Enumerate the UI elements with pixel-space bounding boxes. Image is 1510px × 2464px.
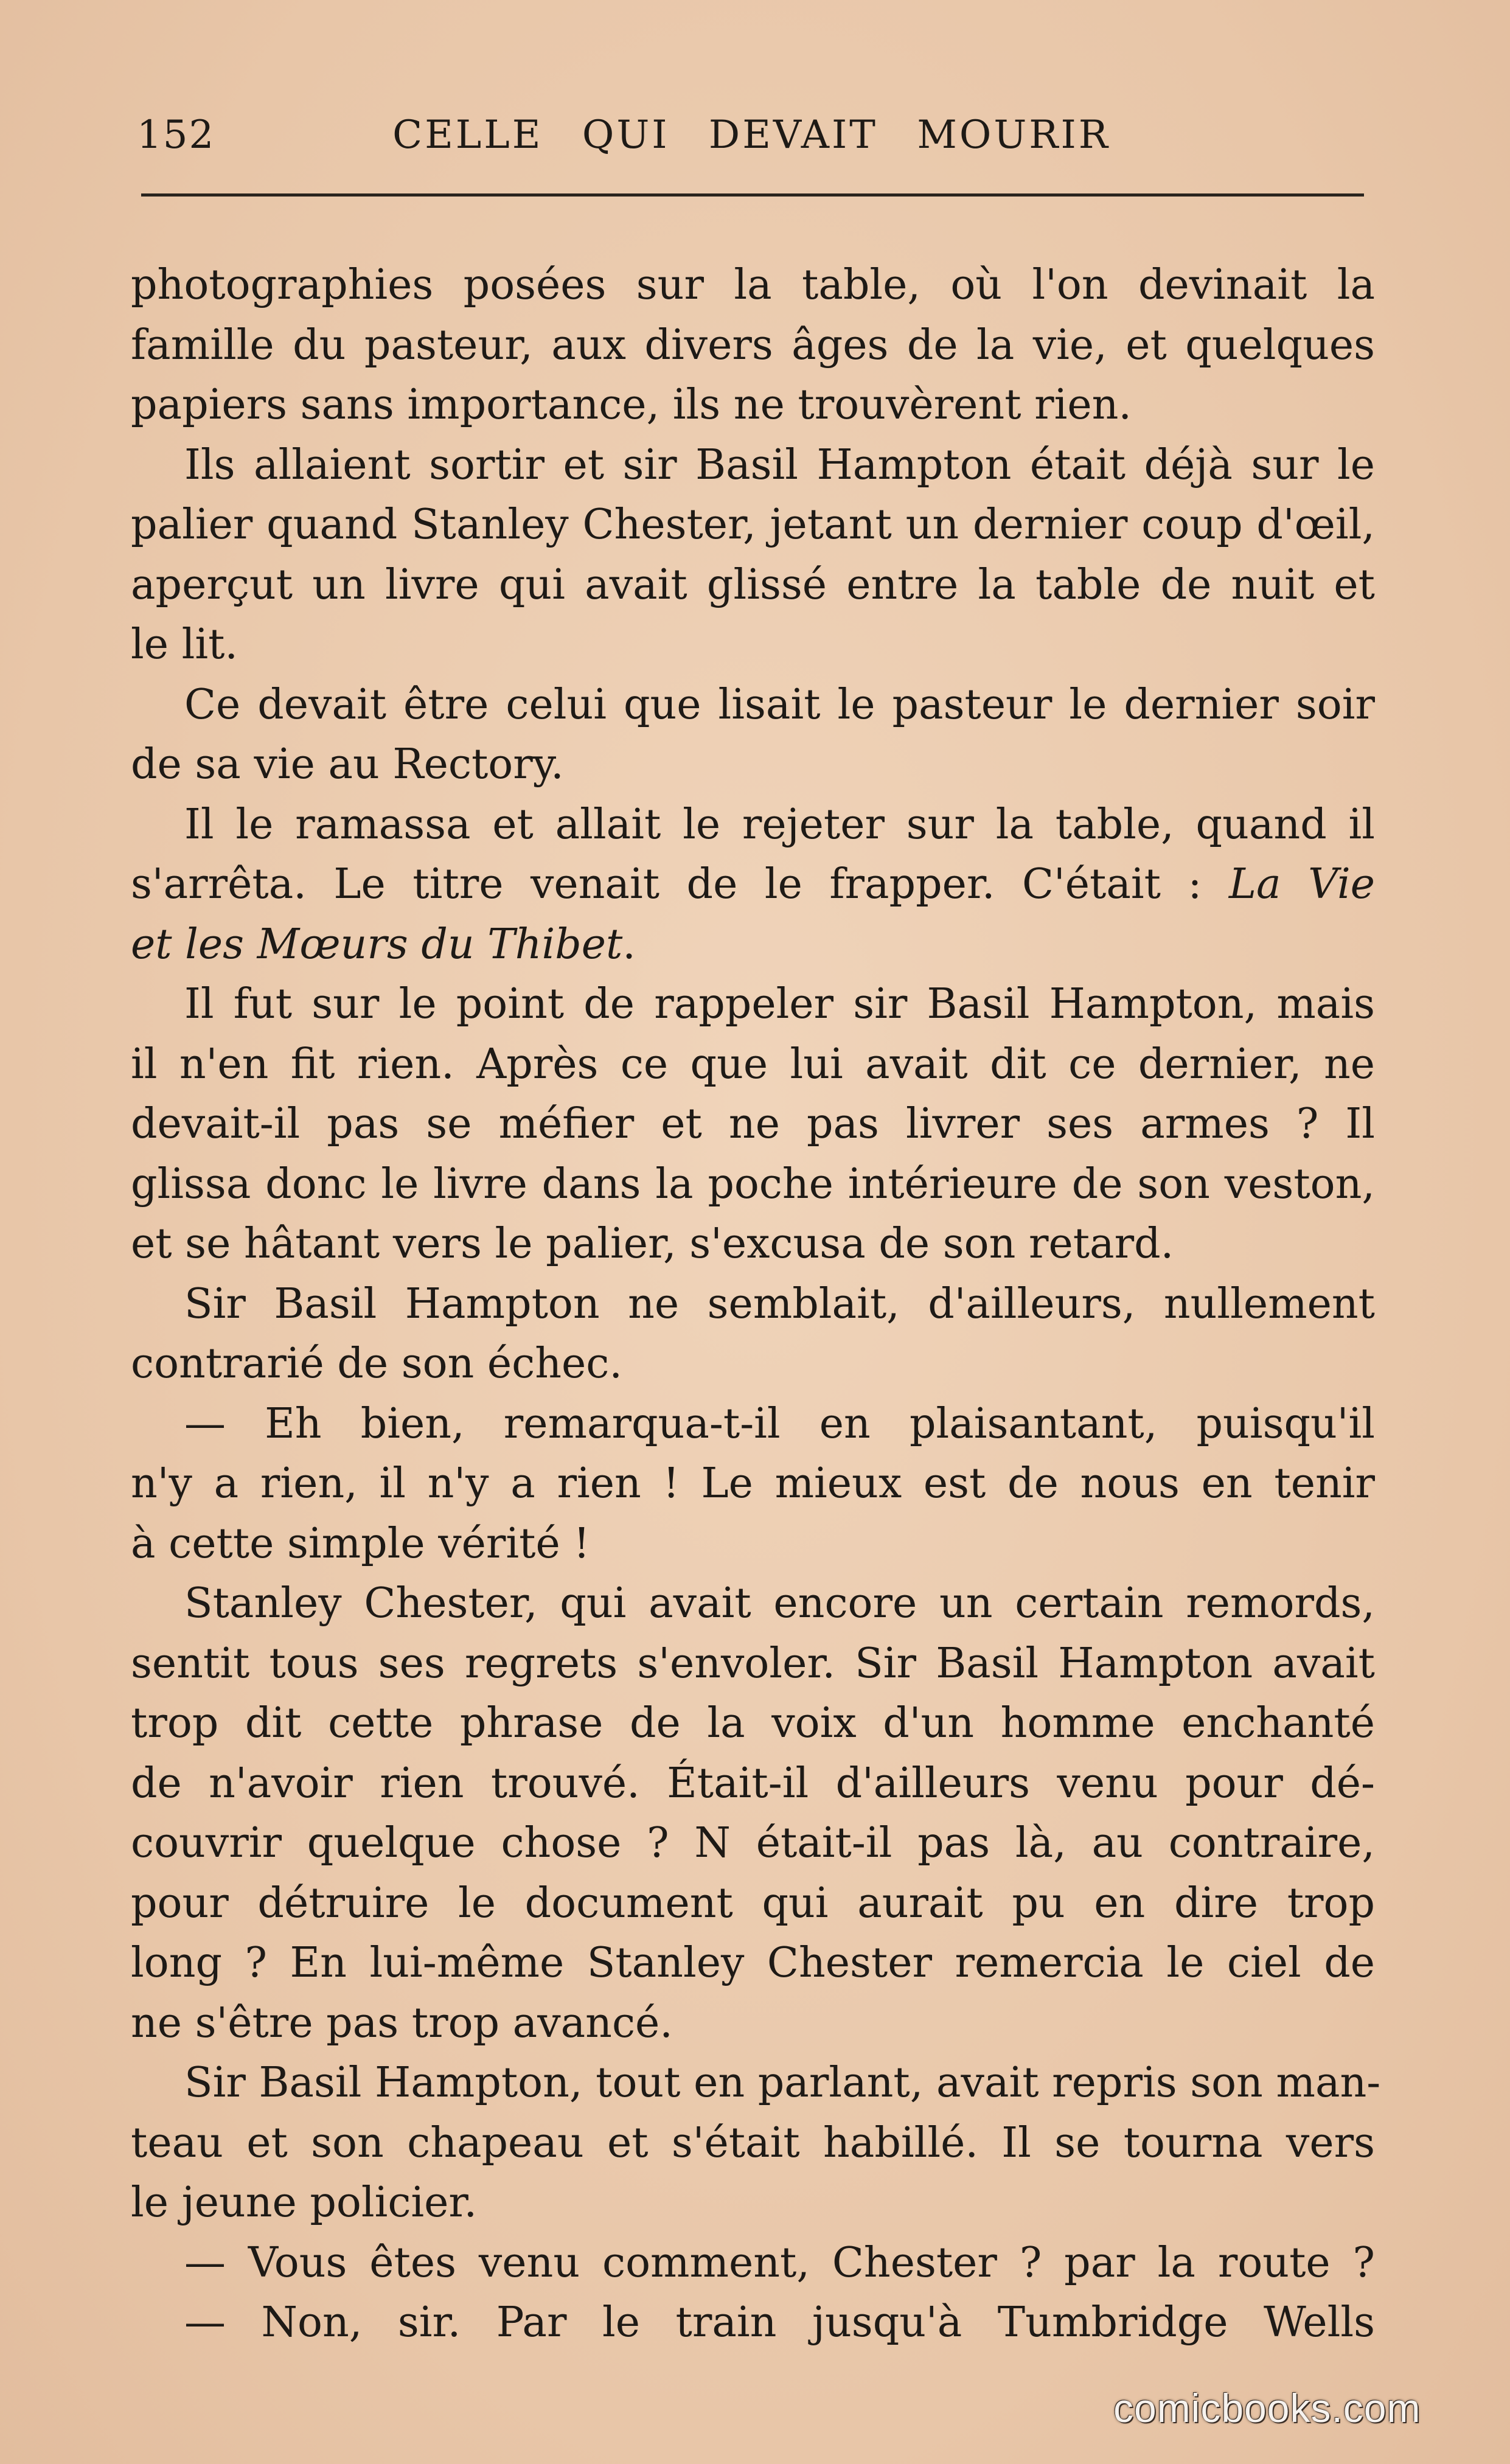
text-line: ne s'être pas trop avancé. <box>131 1999 673 2047</box>
book-title-part-2: et les Mœurs du Thibet <box>131 920 623 969</box>
text-line: long ? En lui-même Stanley Chester remercia le ciel de <box>131 1939 1375 1987</box>
text-line: teau et son chapeau et s'était habillé. Il se tourna vers <box>131 2118 1375 2167</box>
text-line: trop dit cette phrase de la voix d'un homme enchanté <box>131 1699 1375 1747</box>
text-line: contrarié de son échec. <box>131 1340 622 1388</box>
text-line: palier quand Stanley Chester, jetant un dernier coup d'œil, <box>131 501 1375 549</box>
page-header <box>137 113 1366 167</box>
text-line: famille du pasteur, aux divers âges de la vie, et quelques <box>131 321 1375 369</box>
text-fragment: s'arrêta. Le titre venait de le frapper. C'était : <box>131 860 1229 908</box>
text-line: n'y a rien, il n'y a rien ! Le mieux est de nous en tenir <box>131 1460 1375 1508</box>
text-line: et se hâtant vers le palier, s'excusa de son retard. <box>131 1220 1174 1268</box>
text-line: aperçut un livre qui avait glissé entre la table de nuit et <box>131 560 1375 609</box>
text-line-with-title <box>131 915 1375 975</box>
text-line: sentit tous ses regrets s'envoler. Sir Basil Hampton avait <box>131 1639 1375 1688</box>
text-line: devait-il pas se méfier et ne pas livrer ses armes ? Il <box>131 1100 1375 1148</box>
body-text <box>131 256 1381 2353</box>
text-line: Stanley Chester, qui avait encore un certain remords, <box>184 1579 1375 1627</box>
text-line: de sa vie au Rectory. <box>131 740 564 788</box>
text-line: couvrir quelque chose ? N était-il pas là, au contraire, <box>131 1819 1375 1867</box>
text-line: — Vous êtes venu comment, Chester ? par la route ? <box>184 2238 1375 2287</box>
text-line: de n'avoir rien trouvé. Était-il d'ailleurs venu pour dé- <box>131 1759 1375 1808</box>
text-line: — Eh bien, remarqua-t-il en plaisantant, puisqu'il <box>184 1399 1375 1448</box>
text-line: glissa donc le livre dans la poche intérieure de son veston, <box>131 1160 1375 1208</box>
text-line: Sir Basil Hampton ne semblait, d'ailleurs, nullement <box>184 1279 1375 1328</box>
running-title: CELLE QUI DEVAIT MOURIR <box>392 113 1110 158</box>
text-line-with-title <box>131 855 1375 915</box>
text-line: le lit. <box>131 621 238 669</box>
text-line: à cette simple vérité ! <box>131 1519 590 1568</box>
watermark: comicbooks.com <box>1113 2386 1421 2431</box>
text-line: photographies posées sur la table, où l'on devinait la <box>131 261 1375 309</box>
text-line: — Non, sir. Par le train jusqu'à Tumbridge Wells <box>184 2299 1375 2347</box>
text-line: le jeune policier. <box>131 2179 478 2227</box>
text-line: il n'en fit rien. Après ce que lui avait dit ce dernier, ne <box>131 1040 1375 1088</box>
header-rule <box>141 193 1364 197</box>
book-title-part-1: La Vie <box>1228 860 1376 908</box>
text-line: Il le ramassa et allait le rejeter sur la table, quand il <box>184 800 1375 849</box>
text-fragment: . <box>622 920 636 969</box>
text-line: Ce devait être celui que lisait le pasteur le dernier soir <box>184 680 1375 729</box>
text-line: papiers sans importance, ils ne trouvèrent rien. <box>131 381 1132 429</box>
text-line: pour détruire le document qui aurait pu en dire trop <box>131 1879 1375 1927</box>
page-number: 152 <box>137 113 215 158</box>
text-line: Sir Basil Hampton, tout en parlant, avait repris son man- <box>184 2059 1381 2107</box>
text-line: Ils allaient sortir et sir Basil Hampton était déjà sur le <box>184 440 1375 489</box>
text-line: Il fut sur le point de rappeler sir Basil Hampton, mais <box>184 980 1375 1028</box>
